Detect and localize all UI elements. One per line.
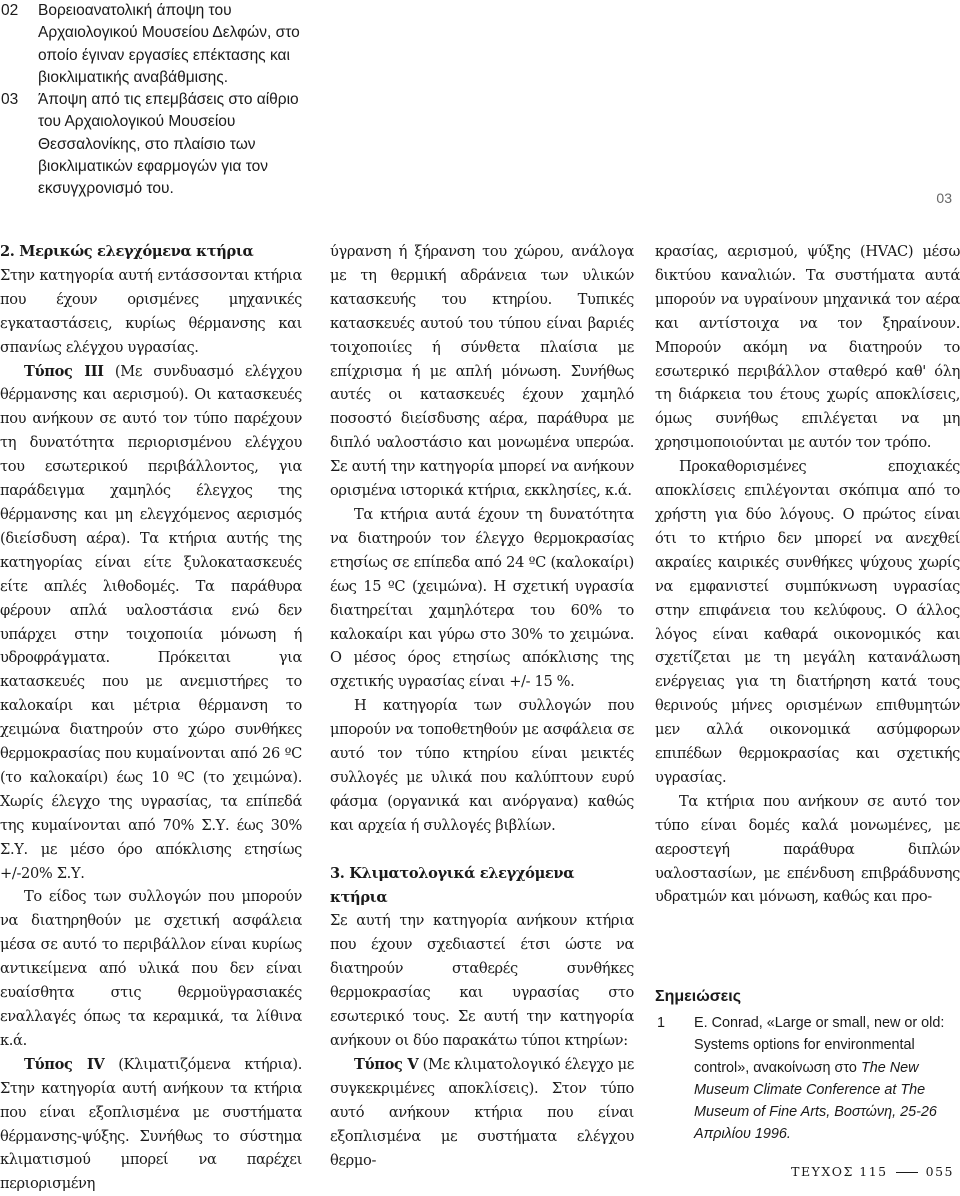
- footnotes: [655, 988, 955, 1146]
- paragraph: κρασίας, αερισμού, ψύξης (HVAC) μέσω δικτύου καναλιών. Τα συστήματα αυτά μπορούν να υγραίνουν μηχανικά τον αέρα και αντίστοιχα να τον ξηραίνουν. Μπορούν ακόμη να διατηρούν το εσωτερικό περιβάλλον σταθερό καθ' όλη τη διάρκεια του έτους χωρίς αποκλίσεις, όμως συνήθως επιλέγεται να μη χρησιμοποιούνται με αυτόν τον τρόπο.: [655, 243, 960, 452]
- section-heading-3: 3. Κλιματολογικά ελεγχόμενα κτήρια: [330, 864, 575, 906]
- paragraph: Η κατηγορία των συλλογών που μπορούν να τοποθετηθούν με ασφάλεια σε αυτό τον τύπο κτηρίου είναι μεικτές συλλογές με υλικά που καλύπτουν ευρύ φάσμα (οργανικά και ανόργανα) καθώς και αρχεία ή συλλογές βιβλίων.: [330, 697, 634, 834]
- caption-number: 02: [1, 2, 19, 19]
- footnotes-heading: Σημειώσεις: [655, 988, 742, 1005]
- type-label: Τύπος V: [354, 1055, 419, 1073]
- paragraph: Στην κατηγορία αυτή εντάσσονται κτήρια που έχουν ορισμένες μηχανικές εγκαταστάσεις, κυρίως θέρμανσης και σπανίως ελέγχου υγρασίας.: [0, 266, 302, 356]
- caption-02: [0, 0, 300, 89]
- paragraph: Τα κτήρια που ανήκουν σε αυτό τον τύπο είναι δομές καλά μονωμένες, με αεροστεγή παράθυρα διπλών υαλοστασίων, με επένδυση επιβράδυνσης υδρατμών και μόνωση, καθώς και προ-: [655, 792, 960, 906]
- text-column-1: [0, 240, 302, 1196]
- footnote-text-plain: E. Conrad, «Large or small, new or old: Systems options for environmental control», ανακοίνωση στο: [694, 1015, 945, 1076]
- caption-text: Άποψη από τις επεμβάσεις στο αίθριο του Αρχαιολογικού Μουσείου Θεσσαλονίκης, στο πλαίσιο των βιοκλιματικών εφαρμογών για τον εκσυγχρονισμό του.: [38, 91, 299, 198]
- paragraph-type-4: [0, 1053, 302, 1196]
- footnote-item: [655, 1012, 955, 1146]
- footnote-text-italic: The New Museum Climate Conference at The Museum of Fine Arts, Βοστώνη, 25-26 Απριλίου 1996.: [694, 1059, 937, 1143]
- text-column-2: [330, 240, 634, 1172]
- section-heading-2: 2. Μερικώς ελεγχόμενα κτήρια: [0, 243, 254, 260]
- footnote-text: [694, 1012, 955, 1146]
- type-text: (Με συνδυασμό ελέγχου θέρμανσης και αερισμού). Οι κατασκευές που ανήκουν σε αυτό τον τύπο παρέχουν τη δυνατότητα περιορισμένου ελέγχου του εσωτερικού περιβάλλοντος, για παράδειγμα χαμηλός έλεγχος της θέρμανσης και μη ελεγχόμενος αερισμός (διείσδυση αέρα). Τα κτήρια αυτής της κατηγορίας είναι είτε ξυλοκατασκευές είτε απλές λιθοδομές. Τα παράθυρα φέρουν απλά υαλοστάσια ενώ δεν υπάρχει στην τοιχοποιία μόνωση ή υδροφράγματα. Πρόκειται για κατασκευές που με ανεμιστήρες το καλοκαίρι και μέτρια θέρμανση το χειμώνα διατηρούν στο χώρο συνθήκες θερμοκρασίας που κυμαίνονται από 26 ºC (το καλοκαίρι) έως 10 ºC (το χειμώνα). Χωρίς έλεγχο της υγρασίας, τα επίπεδά της κυμαίνονται από 70% Σ.Υ. έως 30% Σ.Υ. με μέσο όρο απόκλισης ετησίως +/-20% Σ.Υ.: [0, 362, 302, 882]
- text-column-3: [655, 240, 960, 909]
- paragraph: Σε αυτή την κατηγορία ανήκουν κτήρια που έχουν σχεδιαστεί έτσι ώστε να διατηρούν σταθερές συνθήκες θερμοκρασίας και υγρασίας στο εσωτερικό τους. Σε αυτή την κατηγορία ανήκουν οι δύο παρακάτω τύποι κτηρίων:: [330, 912, 634, 1049]
- page-number: 055: [925, 1164, 954, 1179]
- footer-divider: [896, 1172, 918, 1173]
- spacer: [330, 838, 634, 862]
- paragraph: Προκαθορισμένες εποχιακές αποκλίσεις επιλέγονται σκόπιμα από το χρήστη για δύο λόγους. Ο πρώτος είναι ότι το κτήριο δεν μπορεί να ανεχθεί ακραίες καιρικές συνθήκες ψύχους χωρίς να εμφανιστεί συμπύκνωση υγρασίας στην επιφάνεια του κελύφους. Ο άλλος λόγος είναι καθαρά οικονομικός και σχετίζεται με τη μεγάλη κατανάλωση ενέργειας για τη διατήρηση κατά τους θερινούς μήνες ορισμένων επιθυμητών μεν αλλά οικονομικά ασύμφορων επιπέδων θερμοκρασίας και σχετικής υγρασίας.: [655, 458, 960, 786]
- paragraph-type-3: [0, 360, 302, 886]
- paragraph: Τα κτήρια αυτά έχουν τη δυνατότητα να διατηρούν τον έλεγχο θερμοκρασίας ετησίως σε επίπεδα από 24 ºC (καλοκαίρι) έως 15 ºC (χειμώνα). Η σχετική υγρασία διατηρείται χαμηλότερα του 60% το καλοκαίρι και γύρω στο 30% το χειμώνα. Ο μέσος όρος ετησίως απόκλισης της σχετικής υγρασίας είναι +/- 15 %.: [330, 505, 634, 691]
- figure-captions: [0, 0, 300, 201]
- caption-text: Βορειοανατολική άποψη του Αρχαιολογικού Μουσείου Δελφών, στο οποίο έγιναν εργασίες επέκτασης και βιοκλιματικής αναβάθμισης.: [38, 2, 300, 86]
- type-label: Τύπος IV: [24, 1055, 105, 1073]
- paragraph-type-5: [330, 1053, 634, 1173]
- page-footer: [791, 1164, 954, 1179]
- issue-label: ΤΕΥΧΟΣ 115: [791, 1164, 888, 1179]
- footnote-number: 1: [657, 1015, 666, 1031]
- figure-label: 03: [936, 190, 952, 206]
- caption-03: [0, 89, 300, 200]
- paragraph: ύγρανση ή ξήρανση του χώρου, ανάλογα με τη θερμική αδράνεια των υλικών κατασκευής του κτηρίου. Τυπικές κατασκευές αυτού του τύπου είναι βαριές τοιχοποιίες ή σύνθετα πλαίσια με επίχρισμα ή με απλή μόνωση. Συνήθως αυτές οι κατασκευές έχουν χαμηλό ποσοστό διείσδυσης αέρα, παράθυρα με διπλό υαλοστάσιο και μονωμένα υπερώα. Σε αυτή την κατηγορία μπορεί να ανήκουν ορισμένα ιστορικά κτήρια, εκκλησίες, κ.ά.: [330, 243, 634, 500]
- type-text: (Με κλιματολογικό έλεγχο με συγκεκριμένες αποκλίσεις). Στον τύπο αυτό ανήκουν κτήρια που είναι εξοπλισμένα με συστήματα ελέγχου θερμο-: [330, 1055, 634, 1169]
- paragraph: Το είδος των συλλογών που μπορούν να διατηρηθούν με σχετική ασφάλεια μέσα σε αυτό το περιβάλλον είναι κυρίως αντικείμενα από υλικά που δεν είναι ευαίσθητα στις θερμοϋγρασιακές εναλλαγές όπως τα κεραμικά, τα λίθινα κ.ά.: [0, 888, 302, 1049]
- type-label: Τύπος ΙΙΙ: [24, 362, 104, 380]
- caption-number: 03: [1, 91, 19, 109]
- type-text: (Κλιματιζόμενα κτήρια). Στην κατηγορία αυτή ανήκουν τα κτήρια που είναι εξοπλισμένα με συστήματα θέρμανσης-ψύξης. Συνήθως το σύστημα κλιματισμού μπορεί να παρέχει περιορισμένη: [0, 1055, 303, 1193]
